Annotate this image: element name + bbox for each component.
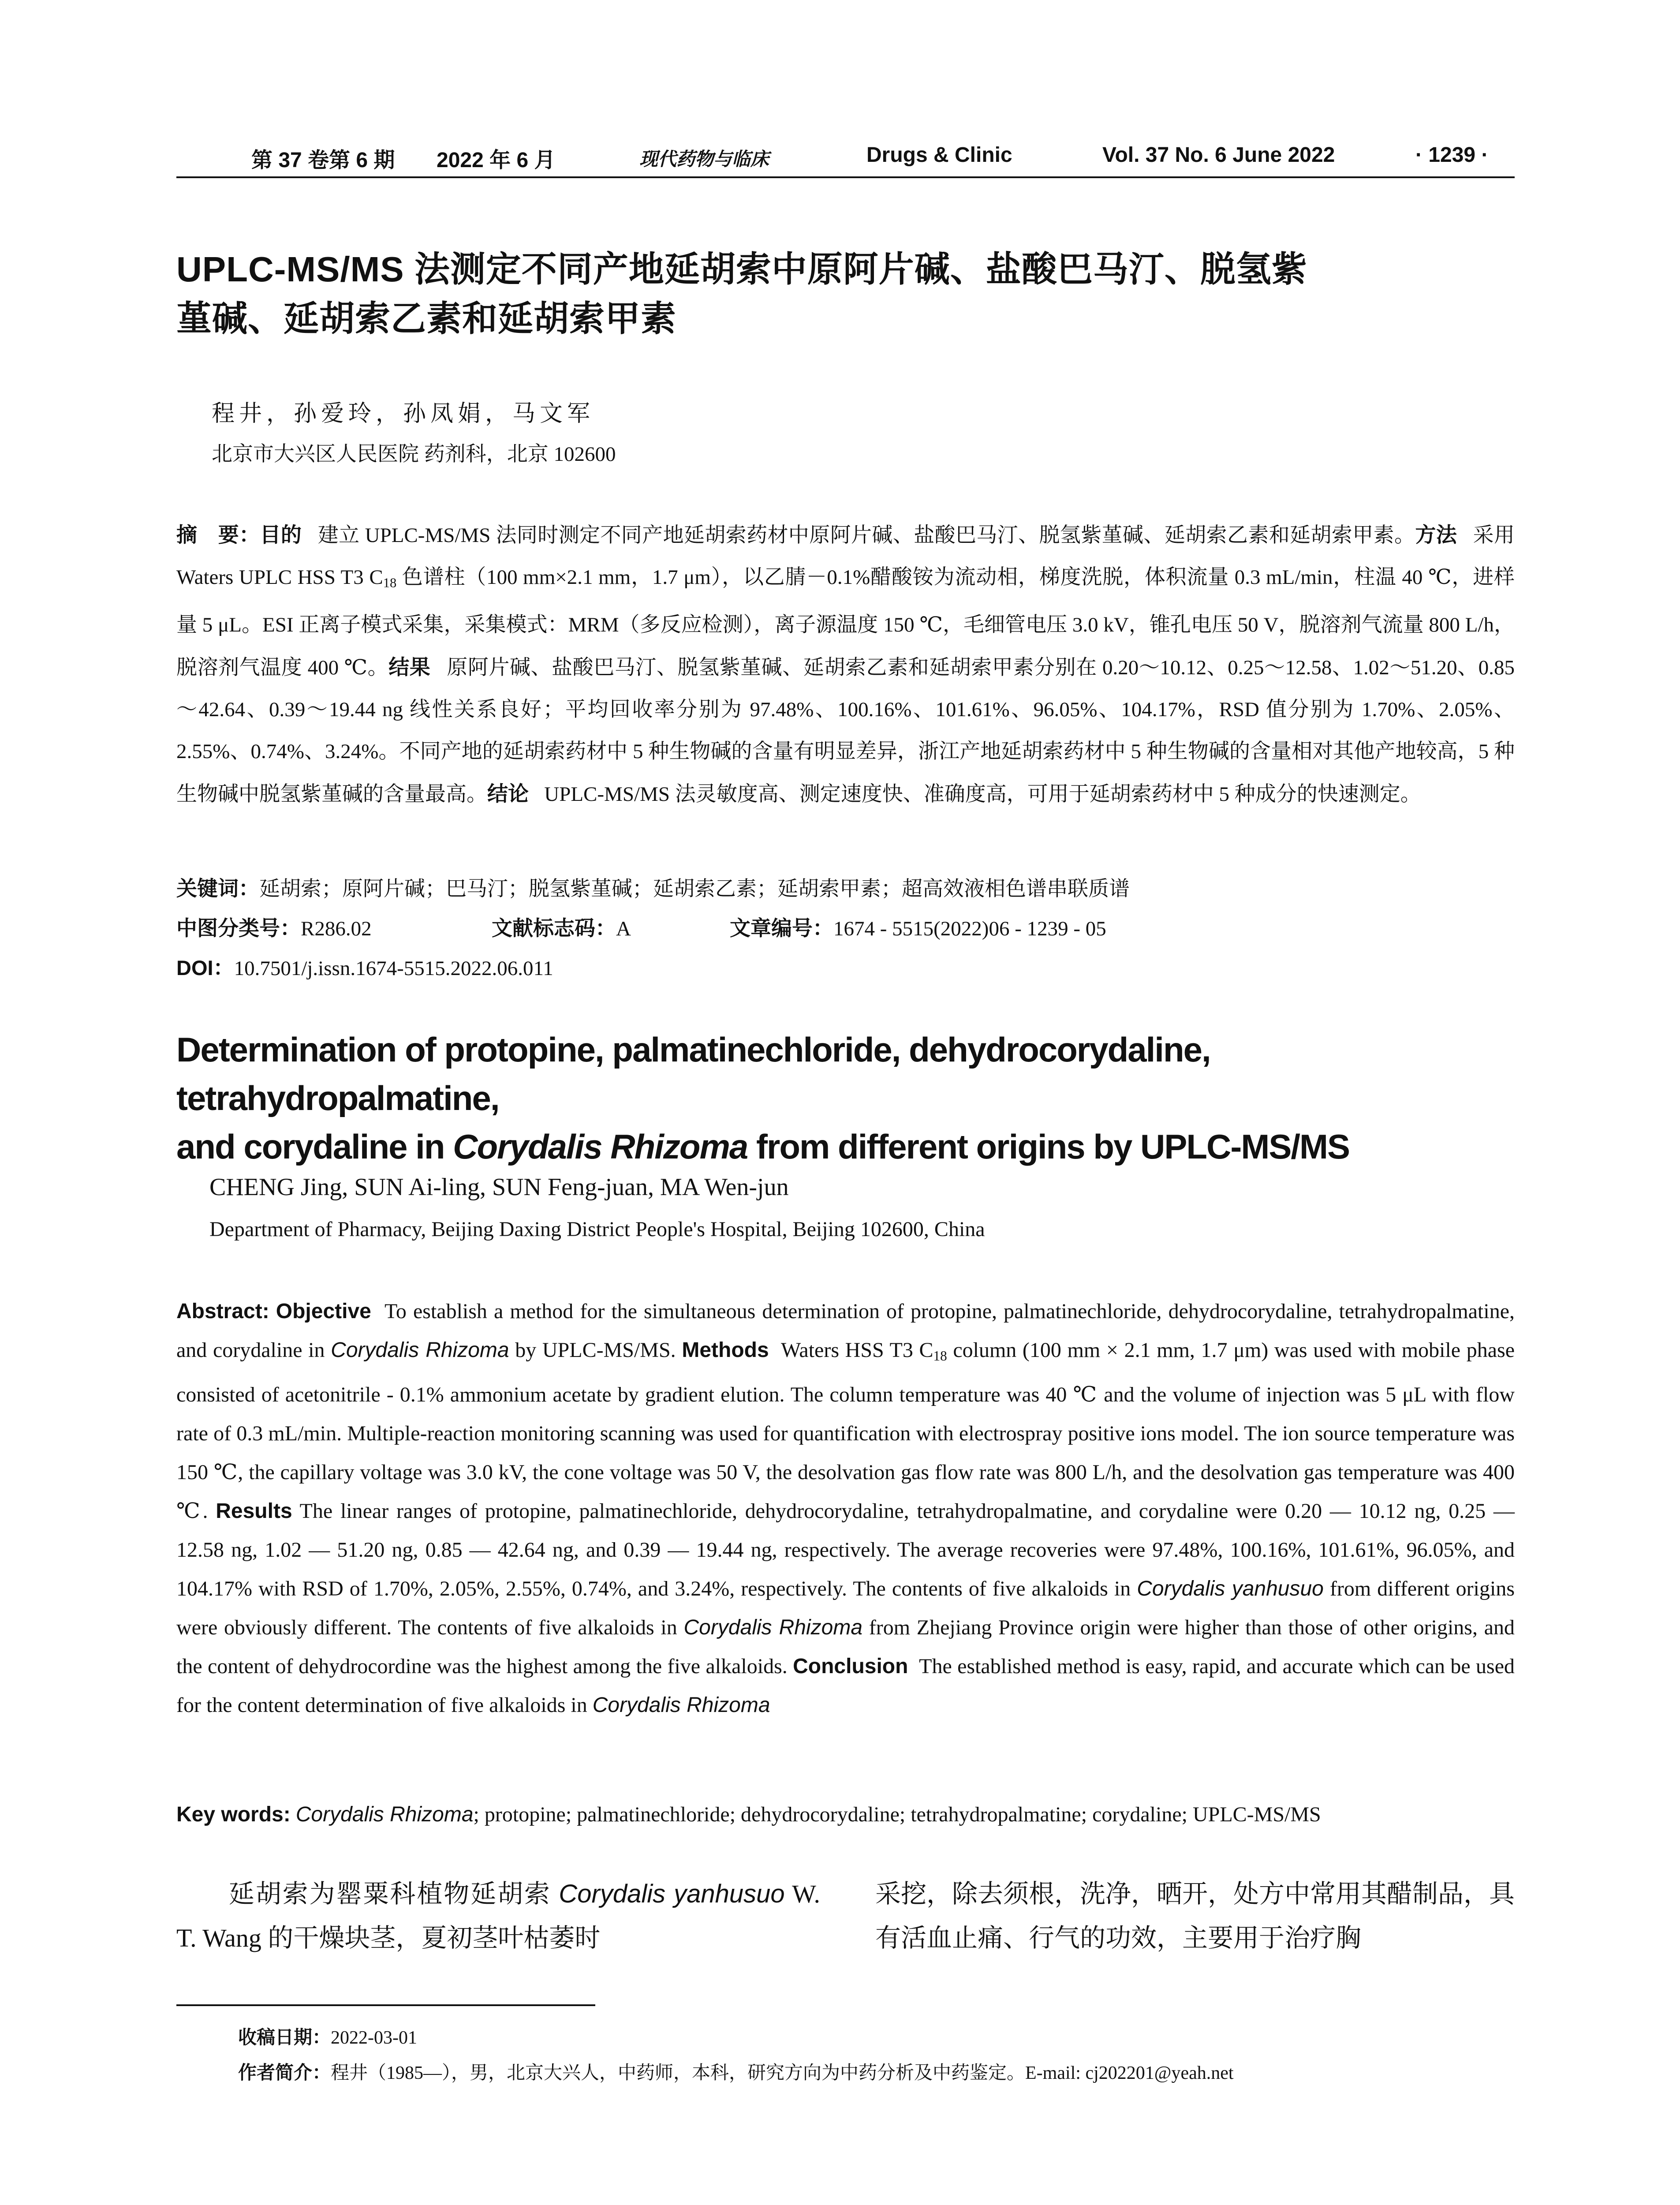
cn-authors: 程井，孙爱玲，孙凤娟，马文军 — [212, 401, 595, 426]
doi-label: DOI： — [176, 956, 234, 979]
body-column-left: 延胡索为罂粟科植物延胡索 Corydalis yanhusuo W. T. Wang 的干燥块茎，夏初茎叶枯萎时 — [176, 1880, 820, 1952]
cn-methods-label: 方法 — [1415, 523, 1457, 546]
clc-value: R286.02 — [301, 917, 372, 940]
cn-methods-text-b: 色谱柱（100 mm×2.1 mm，1.7 μm），以乙腈－0.1%醋酸铵为流动相，梯度洗脱，体积流量 0.3 mL/min，柱温 40 ℃，进样量 5 μL。ESI 正离子模式采集，采集模式：MRM（多反应检测），离子源温度 150 ℃，毛细管电压 3.0 kV，锥孔电压 50 V，脱溶剂气流量 800 L/h，脱溶剂气温度 400 ℃。 — [176, 566, 1515, 679]
footnote-received: 收稿日期：2022-03-01 — [238, 2027, 417, 2048]
cn-abstract — [176, 514, 1515, 815]
en-title-italic: Corydalis Rhizoma — [453, 1127, 748, 1166]
header-volume-en: Vol. 37 No. 6 June 2022 — [1102, 143, 1335, 167]
header-volume-cn: 第 37 卷第 6 期 — [251, 149, 395, 172]
en-title-line2: and corydaline in Corydalis Rhizoma from different origins by UPLC-MS/MS — [176, 1127, 1350, 1166]
cn-objective-text: 建立 UPLC-MS/MS 法同时测定不同产地延胡索药材中原阿片碱、盐酸巴马汀、脱氢紫堇碱、延胡索乙素和延胡索甲素。 — [317, 524, 1415, 547]
en-title — [176, 1025, 1515, 1171]
en-keywords-label: Key words: — [176, 1803, 291, 1826]
body-column-right: 采挖，除去须根，洗净，晒开，处方中常用其醋制品，具有活血止痛、行气的功效，主要用于治疗胸 — [875, 1880, 1515, 1952]
header-journal-cn: 现代药物与临床 — [639, 148, 769, 170]
cn-conclusion-label: 结论 — [487, 781, 529, 805]
cn-keywords-label: 关键词： — [176, 877, 259, 900]
cn-title-line2: 堇碱、延胡索乙素和延胡索甲素 — [176, 299, 676, 338]
cn-methods-text-a: 采用 Waters UPLC HSS T3 C — [176, 524, 1515, 589]
cn-abstract-label: 摘 要： — [176, 523, 260, 546]
article-number-value: 1674 - 5515(2022)06 - 1239 - 05 — [833, 917, 1106, 940]
en-authors: CHENG Jing, SUN Ai-ling, SUN Feng-juan, MA Wen-jun — [209, 1174, 789, 1201]
header-date-cn: 2022 年 6 月 — [437, 149, 556, 172]
doc-code-value: A — [616, 917, 631, 940]
running-header — [176, 140, 1515, 176]
cn-results-text: 原阿片碱、盐酸巴马汀、脱氢紫堇碱、延胡索乙素和延胡索甲素分别在 0.20～10.12、0.25～12.58、1.02～51.20、0.85～42.64、0.39～19.44 ng 线性关系良好；平均回收率分别为 97.48%、100.16%、101.61%、96.05%、104.17%，RSD 值分别为 1.70%、2.05%、2.55%、0.74%、3.24%。不同产地的延胡索药材中 5 种生物碱的含量有明显差异，浙江产地延胡索药材中 5 种生物碱的含量相对其他产地较高，5 种生物碱中脱氢紫堇碱的含量最高。 — [176, 656, 1515, 806]
en-title-line1: Determination of protopine, palmatinechloride, dehydrocorydaline, tetrahydropalmatine, — [176, 1030, 1210, 1117]
en-methods-label: Methods — [682, 1338, 769, 1362]
doc-code-label: 文献标志码： — [492, 916, 616, 940]
header-page-number: · 1239 · — [1415, 143, 1489, 167]
en-keywords: Key words: Corydalis Rhizoma; protopine; palmatinechloride; dehydrocorydaline; tetrahydropalmatine; corydaline; UPLC-MS/MS — [176, 1803, 1321, 1826]
cn-keywords-text: 延胡索；原阿片碱；巴马汀；脱氢紫堇碱；延胡索乙素；延胡索甲素；超高效液相色谱串联质谱 — [259, 878, 1130, 901]
en-abstract-label: Abstract: — [176, 1300, 269, 1323]
cn-title-line1: UPLC-MS/MS 法测定不同产地延胡索中原阿片碱、盐酸巴马汀、脱氢紫 — [176, 250, 1307, 289]
cn-objective-label: 目的 — [260, 523, 302, 546]
cn-results-label: 结果 — [388, 655, 431, 679]
cn-keywords — [176, 875, 1515, 902]
en-objective-label: Objective — [276, 1300, 371, 1323]
en-abstract: Abstract: Objective To establish a method for the simultaneous determination of protopine, palmatinechloride, dehydrocorydaline, tetrahydropalmatine, and corydaline in Corydalis Rhizoma by UPLC-MS/MS. Methods Waters HSS T3 $C_{18}$ column (100 mm × 2.1 mm, 1.7 μm) was used with mobile phase consisted of acetonitrile - 0.1% ammonium acetate by gradient elution. The column temperature was 40 ℃ and the volume of injection was 5 μL with flow rate of 0.3 mL/min. Multiple-reaction monitoring scanning was used for quantification with electrospray positive ions model. The ion source temperature was 150 ℃, the capillary voltage was 3.0 kV, the cone voltage was 50 V, the desolvation gas flow rate was 800 L/h, and the desolvation gas temperature was 400 ℃. Results The linear ranges of protopine, palmatinechloride, dehydrocorydaline, tetrahydropalmatine, and corydaline were 0.20 — 10.12 ng, 0.25 — 12.58 ng, 1.02 — 51.20 ng, 0.85 — 42.64 ng, and 0.39 — 19.44 ng, respectively. The average recoveries were 97.48%, 100.16%, 101.61%, 96.05%, and 104.17% with RSD of 1.70%, 2.05%, 2.55%, 0.74%, and 3.24%, respectively. The contents of five alkaloids in Corydalis yanhusuo from different origins were obviously different. The contents of five alkaloids in Corydalis Rhizoma from Zhejiang Province origin were higher than those of other origins, and the content of dehydrocordine was the highest among the five alkaloids. Conclusion The established method is easy, rapid, and accurate which can be used for the content determination of five alkaloids in Corydalis Rhizoma — [176, 1300, 1515, 1717]
footnote-rule — [176, 2004, 595, 2006]
en-affiliation: Department of Pharmacy, Beijing Daxing District People's Hospital, Beijing 102600, China — [209, 1218, 985, 1241]
cn-affiliation: 北京市大兴区人民医院 药剂科，北京 102600 — [212, 443, 616, 466]
cn-title — [176, 245, 1515, 344]
clc-label: 中图分类号： — [176, 916, 301, 940]
article-number-label: 文章编号： — [730, 916, 833, 940]
classification-line — [176, 915, 1515, 942]
en-conclusion-label: Conclusion — [793, 1654, 908, 1678]
footnote-author-bio: 作者简介：程井（1985—），男，北京大兴人，中药师，本科，研究方向为中药分析及中药鉴定。E-mail: cj202201@yeah.net — [238, 2062, 1234, 2083]
doi-value[interactable]: 10.7501/j.issn.1674-5515.2022.06.011 — [234, 957, 553, 980]
header-journal-en: Drugs & Clinic — [866, 143, 1012, 167]
en-results-label: Results — [216, 1499, 292, 1523]
header-rule — [176, 176, 1515, 178]
cn-conclusion-text: UPLC-MS/MS 法灵敏度高、测定速度快、准确度高，可用于延胡索药材中 5 种成分的快速测定。 — [544, 782, 1421, 806]
doi-line — [176, 955, 1515, 982]
cn-methods-sub: 18 — [383, 575, 397, 590]
